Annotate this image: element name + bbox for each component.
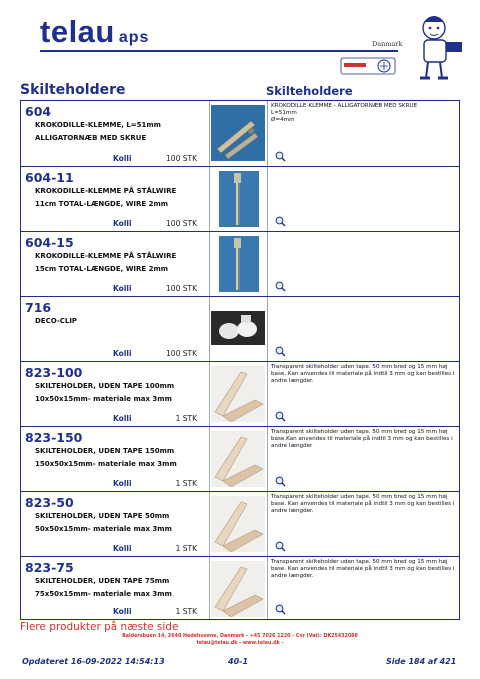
product-row [21, 167, 459, 232]
column-divider [267, 362, 268, 426]
kolli-label: Kolli [113, 544, 132, 553]
product-code[interactable]: 604 [25, 104, 52, 119]
section-number: 40-1 [228, 657, 249, 666]
product-row [21, 427, 459, 492]
zoom-icon[interactable] [275, 281, 286, 292]
deco-clip-image[interactable] [211, 301, 265, 357]
wire-clip-image[interactable] [211, 171, 265, 227]
more-products-link[interactable]: Flere produkter på næste side [20, 621, 179, 633]
kolli-label: Kolli [113, 154, 132, 163]
zoom-icon[interactable] [275, 151, 286, 162]
company-contact: telau@telau.dk - www.telau.dk - [196, 641, 284, 646]
sign-holder-image[interactable] [211, 366, 265, 422]
zoom-icon[interactable] [275, 346, 286, 357]
product-description: 10x50x15mm- materiale max 3mm [35, 395, 172, 403]
logo-main: telau [40, 14, 115, 49]
kolli-label: Kolli [113, 607, 132, 616]
product-description: ALLIGATORNÆB MED SKRUE [35, 134, 147, 142]
product-description: KROKODILLE-KLEMME PÅ STÅLWIRE [35, 252, 177, 260]
company-address: Baldersbuen 14, 2640 Hedehusene, Danmark - +45 7026 1220 - Cvr (Vat): DK25432088 [122, 634, 358, 639]
header-rule [40, 50, 398, 52]
zoom-icon[interactable] [275, 604, 286, 615]
quantity: 100 STK [166, 219, 197, 228]
quantity: 100 STK [166, 154, 197, 163]
sign-holder-image[interactable] [211, 561, 265, 617]
product-description: 50x50x15mm- materiale max 3mm [35, 525, 172, 533]
product-code[interactable]: 716 [25, 300, 52, 315]
product-row [21, 362, 459, 427]
updated-timestamp: Opdateret 16-09-2022 14:54:13 [22, 657, 165, 666]
product-row [21, 557, 459, 619]
product-code[interactable]: 604-11 [25, 170, 74, 185]
product-description: 75x50x15mm- materiale max 3mm [35, 590, 172, 598]
partner-badge-icon [340, 56, 396, 76]
product-description: 11cm TOTAL-LÆNGDE, WIRE 2mm [35, 200, 169, 208]
column-divider [267, 232, 268, 296]
quantity: 1 STK [175, 544, 197, 553]
page-title: Skilteholdere [20, 82, 126, 98]
product-description: SKILTEHOLDER, UDEN TAPE 50mm [35, 512, 170, 520]
column-divider [267, 492, 268, 556]
product-table [20, 100, 460, 620]
product-code[interactable]: 823-50 [25, 495, 74, 510]
quantity: 100 STK [166, 284, 197, 293]
product-code[interactable]: 823-100 [25, 365, 83, 380]
quantity: 100 STK [166, 349, 197, 358]
product-detail-text: Transparent skilteholder uden tape. 50 mm bred og 15 mm høj base.Kan anvendes til materiale på indtil 3 mm og kan bestilles i andre længder [271, 429, 453, 449]
product-detail-text: Transparent skilteholder uden tape. 50 mm bred og 15 mm høj base. Kan anvendes til materiale på indtil 3 mm og kan bestilles i andre længder. [271, 559, 455, 579]
column-divider [209, 557, 210, 619]
product-row [21, 232, 459, 297]
product-description: KROKODILLE-KLEMME, L=51mm [35, 121, 161, 129]
product-description: DECO-CLIP [35, 317, 78, 325]
product-description: SKILTEHOLDER, UDEN TAPE 100mm [35, 382, 175, 390]
product-description: KROKODILLE-KLEMME PÅ STÅLWIRE [35, 187, 177, 195]
zoom-icon[interactable] [275, 216, 286, 227]
zoom-icon[interactable] [275, 476, 286, 487]
quantity: 1 STK [175, 607, 197, 616]
zoom-icon[interactable] [275, 411, 286, 422]
kolli-label: Kolli [113, 219, 132, 228]
product-description: 15cm TOTAL-LÆNGDE, WIRE 2mm [35, 265, 169, 273]
column-divider [267, 427, 268, 491]
column-divider [267, 297, 268, 361]
quantity: 1 STK [175, 479, 197, 488]
product-code[interactable]: 604-15 [25, 235, 74, 250]
column-divider [209, 232, 210, 296]
sign-holder-image[interactable] [211, 431, 265, 487]
telau-logo [40, 14, 149, 50]
column-divider [267, 557, 268, 619]
column-divider [209, 297, 210, 361]
alligator-clip-image[interactable] [211, 105, 265, 161]
product-detail-text: KROKODILLE-KLEMME - ALLIGATORNÆB MED SKRUE L=51mm Ø=4mm [271, 103, 418, 123]
column-divider [209, 167, 210, 231]
logo-sub: aps [118, 29, 150, 46]
kolli-label: Kolli [113, 349, 132, 358]
product-detail-text: Transparent skilteholder uden tape. 50 mm bred og 15 mm høj base. Kan anvendes til materiale på indtil 3 mm og kan bestilles i andre længder. [271, 364, 455, 384]
column-divider [267, 167, 268, 231]
page-title-secondary: Skilteholdere [266, 84, 353, 98]
page-number: Side 184 af 421 [386, 657, 457, 666]
column-divider [209, 362, 210, 426]
product-row [21, 297, 459, 362]
column-divider [209, 427, 210, 491]
product-description: 150x50x15mm- materiale max 3mm [35, 460, 177, 468]
wire-clip-image[interactable] [211, 236, 265, 292]
country-label: Danmark [372, 40, 403, 48]
mascot-icon [408, 8, 472, 82]
product-description: SKILTEHOLDER, UDEN TAPE 75mm [35, 577, 170, 585]
product-code[interactable]: 823-150 [25, 430, 83, 445]
product-code[interactable]: 823-75 [25, 560, 74, 575]
kolli-label: Kolli [113, 414, 132, 423]
column-divider [209, 492, 210, 556]
kolli-label: Kolli [113, 284, 132, 293]
product-description: SKILTEHOLDER, UDEN TAPE 150mm [35, 447, 175, 455]
product-row [21, 101, 459, 167]
product-detail-text: Transparent skilteholder uden tape. 50 mm bred og 15 mm høj base. Kan anvendes til materiale på indtil 3 mm og kan bestilles i andre længder. [271, 494, 455, 514]
product-row [21, 492, 459, 557]
column-divider [267, 101, 268, 166]
sign-holder-image[interactable] [211, 496, 265, 552]
kolli-label: Kolli [113, 479, 132, 488]
quantity: 1 STK [175, 414, 197, 423]
zoom-icon[interactable] [275, 541, 286, 552]
column-divider [209, 101, 210, 166]
